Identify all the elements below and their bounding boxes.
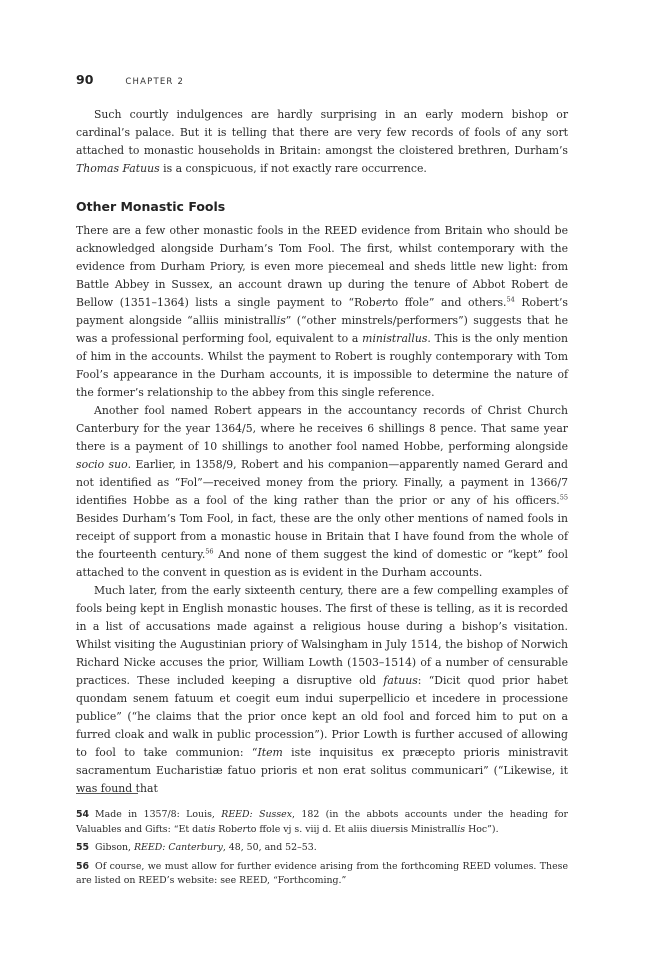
footnote-text: Gibson, REED: Canterbury, 48, 50, and 52–53. (95, 842, 317, 853)
section-heading: Other Monastic Fools (76, 199, 226, 214)
footnote-55 (76, 841, 568, 856)
footnote-text: Of course, we must allow for further evidence arising from the forthcoming REED volumes. These are listed on REED’s website: see REED, “Forthcoming.” (76, 860, 568, 886)
paragraph-1: There are a few other monastic fools in the REED evidence from Britain who should be acknowledged alongside Durham’s Tom Fool. The first, whilst contemporary with the evidence from Durham Priory, is even more piecemeal and sheds little new light: from Battle Abbey in Sussex, an account drawn up during the tenure of Abbot Robert de Bellow (1351–1364) lists a single payment to “Roberto ffole” and others.$^{54}$ Robert’s payment alongside “alliis ministrallis” (“other minstrels/performers”) suggests that he was a professional performing fool, equivalent to a ministrallus. This is the only mention of him in the accounts. Whilst the payment to Robert is roughly contemporary with Tom Fool’s appearance in the Durham accounts, it is impossible to determine the nature of the former’s relationship to the abbey from this single reference. (76, 224, 568, 399)
footnote-number: 55 (76, 842, 90, 853)
paragraph-2: Another fool named Robert appears in the accountancy records of Christ Church Canterbury for the year 1364/5, where he receives 6 shillings 8 pence. That same year there is a payment of 10 shillings to another fool named Hobbe, performing alongside socio suo. Earlier, in 1358/9, Robert and his companion—apparently named Gerard and not identified as “Fol”—received money from the priory. Finally, a payment in 1366/7 identifies Hobbe as a fool of the king rather than the prior or any of his officers.$^{55}$ Besides Durham’s Tom Fool, in fact, these are the only other mentions of named fools in receipt of support from a monastic house in Britain that I have found from the whole of the fourteenth century.$^{56}$ And none of them suggest the kind of domestic or “kept” fool attached to the convent in question as is evident in the Durham accounts. (76, 404, 569, 579)
page-number: 90 (76, 72, 94, 87)
footnote-rule (76, 793, 138, 794)
footnote-number: 54 (76, 809, 90, 820)
chapter-label: CHAPTER 2 (125, 77, 185, 87)
note-ref: 56 (205, 547, 214, 556)
note-ref: 55 (559, 493, 568, 502)
main-text (76, 106, 568, 798)
footnotes (76, 808, 568, 893)
paragraph-3: Much later, from the early sixteenth century, there are a few compelling examples of fools being kept in English monastic houses. The first of these is telling, as it is recorded in a list of accusations made against a religious house during a bishop’s visitation. Whilst visiting the Augustinian priory of Walsingham in July 1514, the bishop of Norwich Richard Nicke accuses the prior, William Lowth (1503–1514) of a number of censurable practices. These included keeping a disruptive old fatuus: “Dicit quod prior habet quondam senem fatuum et coegit eum indui superpellicio et incedere in processione publice” (“he claims that the prior once kept an old fool and forced him to put on a furred cloak and walk in public procession”). Prior Lowth is further accused of allowing to fool to take communion: “Item iste inquisitus ex præcepto prioris ministravit sacramentum Eucharistiæ fatuo prioris et non erat solitus communicari” (“Likewise, it was found that (76, 584, 568, 795)
footnote-56 (76, 860, 568, 889)
footnote-54 (76, 808, 568, 837)
footnote-text: Made in 1357/8: Louis, REED: Sussex, 182 (in the abbots accounts under the heading for Valuables and Gifts: “Et datis Roberto ffole vj s. viij d. Et aliis diuersis Ministrallis Hoc”). (76, 809, 568, 835)
note-ref: 54 (506, 295, 515, 304)
running-header (76, 72, 184, 87)
footnote-number: 56 (76, 860, 90, 872)
intro-paragraph: Such courtly indulgences are hardly surprising in an early modern bishop or cardinal’s palace. But it is telling that there are very few records of fools of any sort attached to monastic households in Britain: amongst the cloistered brethren, Durham’s Thomas Fatuus is a conspicuous, if not exactly rare occurrence. (76, 108, 568, 175)
